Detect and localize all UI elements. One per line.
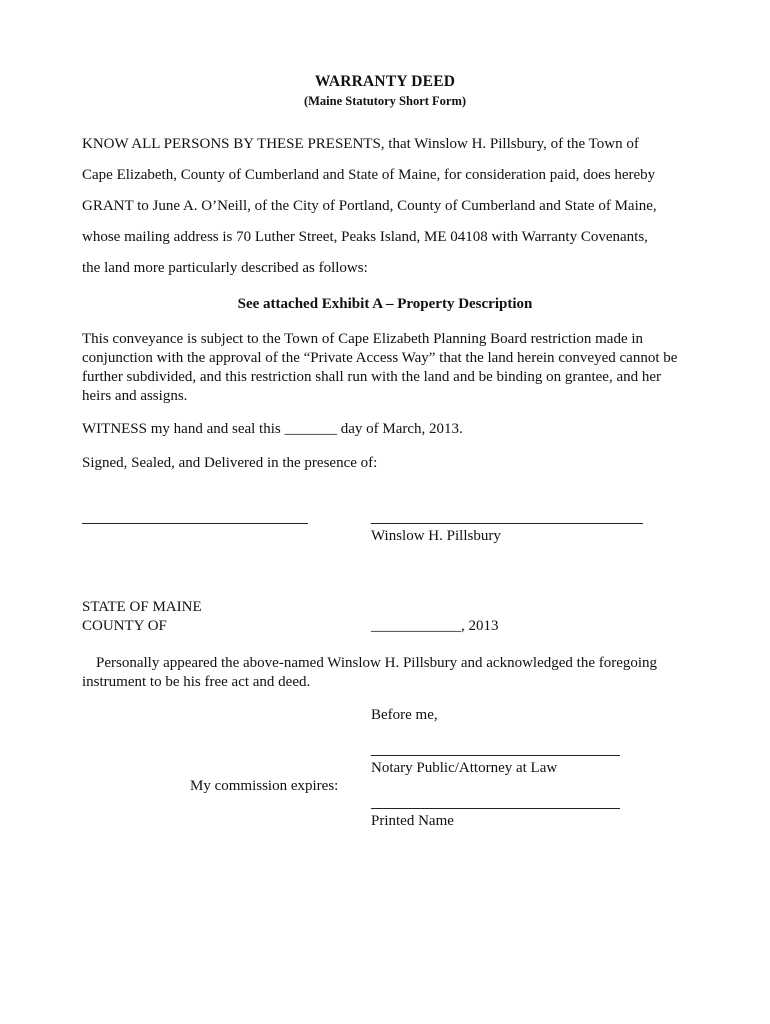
intro-line-5: the land more particularly described as follows:	[82, 260, 368, 276]
county-label: COUNTY OF	[82, 618, 167, 634]
printed-name-line	[371, 808, 620, 809]
printed-name-label: Printed Name	[371, 813, 454, 829]
intro-line-1: KNOW ALL PERSONS BY THESE PRESENTS, that Winslow H. Pillsbury, of the Town of	[82, 136, 639, 152]
witness-signature-line	[82, 523, 308, 524]
acknowledgment-paragraph: Personally appeared the above-named Winslow H. Pillsbury and acknowledged the foregoing instrument to be his free act and deed.	[82, 655, 658, 690]
intro-line-3: GRANT to June A. O’Neill, of the City of Portland, County of Cumberland and State of Maine,	[82, 198, 657, 214]
state-label: STATE OF MAINE	[82, 599, 202, 615]
grantor-signature-line	[371, 523, 643, 524]
intro-line-4: whose mailing address is 70 Luther Street, Peaks Island, ME 04108 with Warranty Covenants,	[82, 229, 648, 245]
commission-expires-label: My commission expires:	[190, 778, 339, 794]
conveyance-paragraph: This conveyance is subject to the Town of Cape Elizabeth Planning Board restriction made in conjunction with the approval of the “Private Access Way” that the land herein conveyed cannot be further subdivided, and this restriction shall run with the land and be binding on grantee, and her heirs and assigns.	[82, 331, 678, 404]
intro-line-2: Cape Elizabeth, County of Cumberland and State of Maine, for consideration paid, does hereby	[82, 167, 656, 183]
witness-line: WITNESS my hand and seal this _______ day of March, 2013.	[82, 421, 463, 437]
before-me: Before me,	[371, 707, 438, 723]
document-subtitle: (Maine Statutory Short Form)	[303, 94, 467, 108]
grantor-name: Winslow H. Pillsbury	[371, 528, 501, 544]
document-title: WARRANTY DEED	[314, 73, 456, 90]
exhibit-reference: See attached Exhibit A – Property Description	[237, 296, 533, 312]
signed-sealed-line: Signed, Sealed, and Delivered in the presence of:	[82, 455, 378, 471]
notary-signature-line	[371, 755, 620, 756]
acknowledgment-date: ____________, 2013	[371, 618, 499, 634]
notary-title: Notary Public/Attorney at Law	[371, 760, 558, 776]
